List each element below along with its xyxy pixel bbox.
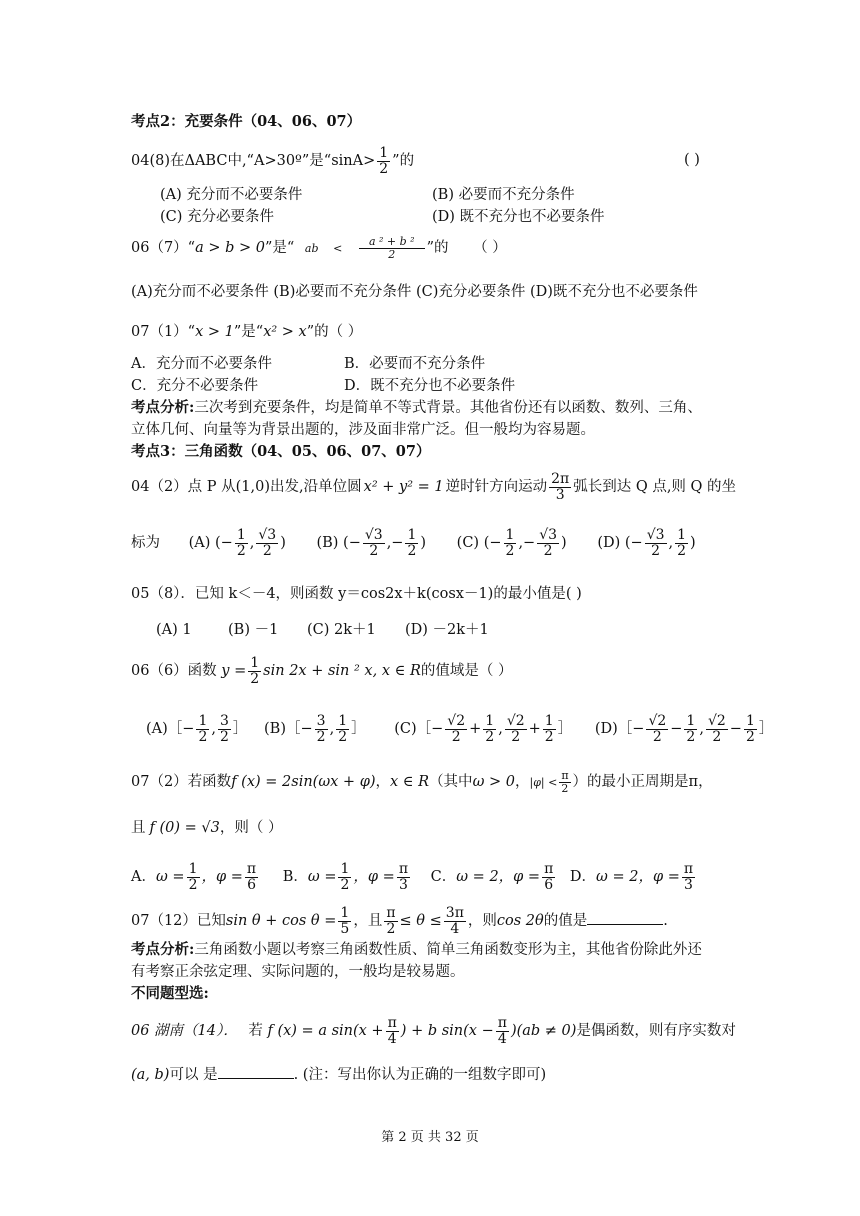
frac-den: 2 [543,542,553,559]
frac-den: 2 [505,542,515,559]
frac-num: π [561,769,569,782]
frac-den: 2 [651,542,661,559]
frac-den: 2 [379,160,389,177]
frac [744,714,757,744]
frac [338,862,351,892]
s3-q5-stem [131,906,668,936]
frac-num: π [387,1015,397,1031]
s3-q4-stem [131,770,713,794]
s3-q2-option-b: (B) －1 [228,622,279,638]
s3-q2-option-a: (A) 1 [156,622,192,638]
frac-den: 3 [398,876,408,893]
s2-q3-stem-c: ”的（ ） [306,324,363,340]
frac [496,1016,509,1046]
frac-den: 4 [387,1030,397,1047]
frac [386,1016,399,1046]
s3-q4-f0: f (0) = √3 [149,820,220,836]
diff-stem-c: 可以 是 [169,1067,218,1083]
section-3-title: 考点3：三角函数（04、05、06、07、07） [131,443,431,460]
frac [445,714,467,744]
s3-q1-a-label: (A) [188,535,211,552]
s3-q4-phi: |φ| < [529,776,558,790]
s3-q1-d-label: (D) [597,535,621,552]
s3-q4-a-p: ，φ = [201,869,243,886]
analysis-text: 三角函数小题以考察三角函数性质、简单三角函数变形为主，其他省份除此外还 [194,942,702,958]
s3-q3-a-label: (A)［ [146,721,183,738]
frac-den: 2 [338,728,348,745]
s3-q4-a-w: ω = [155,869,185,886]
frac [235,528,248,558]
frac-num: 1 [188,861,198,877]
s2-q3-option-c: C．充分不必要条件 [131,378,259,394]
s3-q4-pi: π [688,774,699,791]
frac [675,528,688,558]
frac-num: 1 [340,905,350,921]
s3-q2-stem: 05（8）．已知 k＜－4，则函数 y＝cos2x＋k(cosx－1)的最小值是( ) [131,586,582,602]
s3-q4-b-w: ω = [307,869,337,886]
s2-q2-stem-b: ”是“ [264,240,295,257]
s2-q1-stem-b: ”的 [392,153,415,170]
s2-q3-stem-b: ”是“ [233,324,264,340]
s2-q3-option-d: D．既不充分也不必要条件 [344,378,516,394]
s3-q3-stem-b: 的值域是（ ） [420,663,513,680]
frac [543,714,556,744]
frac [559,770,570,794]
frac-num: 1 [677,527,687,543]
diff-src: 06 湖南（14）． [131,1023,238,1040]
s2-q3-cond2: x² > x [263,324,307,340]
s2-q2-options: (A)充分而不必要条件 (B)必要而不充分条件 (C)充分必要条件 (D)既不充分也不必要条件 [131,284,698,300]
diff-fa: f (x) = a sin(x + [267,1023,384,1040]
frac [542,862,555,892]
frac [218,714,231,744]
diff-stem-a: 若 [248,1023,263,1040]
frac-num: √2 [707,713,726,729]
s3-q4-a-label: A． [131,869,156,886]
frac-den: 2 [198,728,208,745]
frac-num: 1 [379,145,389,161]
frac-num: 1 [198,713,208,729]
frac-den: 6 [544,876,554,893]
s3-q4-fn: f (x) = 2sin(ωx + φ) [231,774,376,791]
frac [187,862,200,892]
s3-q4-stem-a: 07（2）若函数 [131,774,232,791]
frac-den: 5 [340,920,350,937]
frac [483,714,496,744]
frac-num: 3π [445,905,464,921]
s3-q2-option-c: (C) 2k＋1 [307,622,376,638]
s3-q3-b-label: (B)［ [264,721,301,738]
s3-q4-stem-g: 且 [131,820,146,836]
frac-den: 2 [511,728,521,745]
frac [706,714,728,744]
s3-q4-cond: ω > 0 [472,774,515,791]
frac [405,528,418,558]
s3-q1-c-label: (C) [456,535,480,552]
s3-q1-circle: x² + y² = 1 [363,479,444,496]
frac-den: 2 [485,728,495,745]
s3-q5-stem-b: ，且 [353,913,383,930]
frac-den: 3 [555,486,565,503]
frac-den: 2 [677,542,687,559]
s3-q1-stem-b: 逆时针方向运动 [445,479,548,496]
s2-q1-option-c: (C) 充分必要条件 [160,209,275,225]
s3-q4-stem-e: ）的最小正周期是 [572,774,689,791]
s2-q2-frac [359,236,425,260]
diff-stem-d: . (注：写出你认为正确的一组数字即可) [293,1067,547,1083]
s3-q4-c-w: ω = 2，φ = [456,869,541,886]
frac-den: 3 [684,876,693,893]
frac-den: 2 [652,728,662,745]
frac-num: √3 [646,527,665,543]
s2-q3-option-b: B．必要而不充分条件 [344,356,486,372]
s2-analysis-line-2: 立体几何、向量等为背景出题的，涉及面非常广泛。但一般均为容易题。 [131,422,595,438]
s3-q5-end: . [663,913,668,930]
s2-q2-cond: a > b > 0 [195,240,265,257]
frac-num: 1 [236,527,246,543]
frac-den: 2 [250,670,260,687]
s2-q3-stem [131,322,362,342]
frac-num: 1 [407,527,417,543]
frac-den: 2 [219,728,229,745]
frac [682,862,695,892]
frac-den: 2 [407,542,417,559]
s3-q5-stem-c: ，则 [467,913,497,930]
frac-num: √3 [539,527,558,543]
s3-q1-frac [549,472,571,502]
frac-den: 2 [236,542,246,559]
frac-num: π [497,1015,507,1031]
frac [196,714,209,744]
s3-q4-stem-d: ， [514,774,530,791]
s3-q4-options [131,862,697,892]
analysis-text: 三次考到充要条件，均是简单不等式背景。其他省份还有以函数、数列、三角、 [194,400,702,416]
frac-den: 2 [561,781,569,795]
frac-num: 1 [338,713,348,729]
frac-den: 2 [686,728,696,745]
s2-q2-stem-c: ”的 [426,240,449,257]
frac-den: 2 [316,728,326,745]
s3-q5-stem-d: 的值是 [543,913,588,930]
s2-q1-paren: ( ) [684,152,700,168]
s3-q5-rel: ≤ θ ≤ [399,913,442,930]
s3-q4-stem-c: （其中 [429,774,473,791]
frac-num: π [544,861,554,877]
s3-q4-domain: x ∈ R [390,774,430,791]
s3-q1-stem-d: 标为 [131,535,160,552]
s3-q1-stem-a: 04（2）点 P 从(1,0)出发,沿单位圆 [131,479,362,496]
frac [645,528,667,558]
frac-den: 2 [544,728,554,745]
frac [384,906,397,936]
s3-q4-stem-h: ，则（ ） [219,820,283,836]
s3-q3-y: y = [221,663,247,680]
frac-num: 1 [686,713,696,729]
frac-num: √2 [648,713,667,729]
diff-q-stem-2 [131,1064,546,1085]
frac-num: 1 [544,713,554,729]
frac [315,714,328,744]
s3-q3-stem-a: 06（6）函数 [131,663,217,680]
frac [256,528,278,558]
answer-blank [587,910,663,925]
s2-q3-stem-a: 07（1）“ [131,324,196,340]
frac [646,714,668,744]
s2-q1-option-b: (B) 必要而不充分条件 [432,187,575,203]
s3-q1-b-label: (B) [316,535,339,552]
s3-q5-stem-a: 07（12）已知 [131,913,226,930]
frac [684,714,697,744]
frac-num: √2 [506,713,525,729]
frac [505,714,527,744]
s2-q3-option-a: A．充分而不必要条件 [131,356,272,372]
s3-analysis-line-1 [131,940,702,960]
s3-q4-c-label: C． [430,869,457,886]
s3-q5-eq: sin θ + cos θ = [225,913,337,930]
frac-den: 4 [450,920,460,937]
s3-q4-d-label: D． [569,869,597,886]
s2-q1-option-a: (A) 充分而不必要条件 [160,187,303,203]
answer-blank [218,1064,294,1079]
frac-num: √3 [258,527,277,543]
frac-den: 2 [262,542,272,559]
diff-fc: )(ab ≠ 0) [510,1023,577,1040]
frac-den: 2 [712,728,722,745]
frac-num: 1 [250,655,260,671]
frac [444,906,466,936]
s3-analysis-line-2: 有考察正余弦定理、实际问题的，一般均是较易题。 [131,964,465,980]
page-footer: 第 2 页 共 32 页 [381,1130,479,1145]
s2-q2-lt: < [333,242,343,256]
analysis-label: 考点分析: [131,941,195,958]
s2-q1-option-d: (D) 既不充分也不必要条件 [432,209,605,225]
s3-q4-b-p: ，φ = [353,869,395,886]
frac-num: 1 [505,527,515,543]
s2-q3-cond1: x > 1 [195,324,234,340]
frac-num: 1 [485,713,495,729]
frac-den: 4 [497,1030,507,1047]
frac-num: 2π [551,471,570,487]
analysis-label: 考点分析: [131,399,195,416]
s2-analysis-line-1 [131,398,702,418]
s2-q2-paren: （ ） [473,240,507,257]
frac-den: 2 [451,728,461,745]
s3-q1-stem-c: 弧长到达 Q 点,则 Q 的坐 [573,479,737,496]
frac-num: π [386,905,396,921]
s2-q2-stem [131,236,507,260]
frac [245,862,258,892]
frac-den: 2 [188,876,198,893]
frac-num: π [683,861,694,877]
s2-q2-stem-a: 06（7）“ [131,240,196,257]
frac-den: 2 [340,876,350,893]
frac-num: 3 [219,713,229,729]
frac-num: 3 [316,713,326,729]
s3-q5-target: cos 2θ [496,913,544,930]
section-2-title: 考点2：充要条件（04、06、07） [131,113,362,130]
diff-stem-b: 是偶函数，则有序实数对 [576,1023,736,1040]
s3-q3-c-label: (C)［ [394,721,432,738]
s2-q1-stem-a: 04(8)在ΔABC中,“A>30º”是“sinA> [131,153,376,170]
diff-title: 不同题型选: [131,985,209,1002]
s3-q3-fn: sin 2x + sin ² x, x ∈ R [263,663,421,680]
s3-q3-d-label: (D)［ [594,721,633,738]
s3-q1-stem [131,472,736,502]
frac-den: 2 [745,728,755,745]
frac [363,528,385,558]
frac-den: 6 [247,876,256,893]
frac [537,528,559,558]
diff-pair: (a, b) [131,1067,170,1083]
frac-num: √2 [447,713,466,729]
frac [397,862,410,892]
frac-den: 2 [369,542,379,559]
frac [336,714,349,744]
frac-num: a ² + b ² [359,236,425,249]
s3-q4-stem-b: ， [375,774,391,791]
s3-q3-options: (A)［− $\frac{1}{2}$ , $\frac{3}{2}$ ］ (B)［− $\frac{3}{2}$ , $\frac{1}{2}$ ］ (C)［− $\frac{√2}{2}$ + $\frac{1}{2}$ , $\frac{√2}{2}$ + $\frac{1}{2}$ ］ (D)［− $\frac{√2}{2}$ − $\frac{1}{2}$ , $\frac{√2}{2}$ − $\frac{1}{2}$ ］ [146,713,774,745]
frac-num: 1 [745,713,755,729]
s3-q1-options: 标为 (A) (− $\frac{1}{2}$ , $\frac{√3}{2}$ ) (B) (− $\frac{√3}{2}$ ,− $\frac{1}{2}$ ) (C) (− $\frac{1}{2}$ ,− $\frac{√3}{2}$ ) (D) (− $\frac{√3}{2}$ , $\frac{1}{2}$ ) [131,527,696,559]
frac [338,906,351,936]
s3-q3-stem [131,656,512,686]
frac [504,528,517,558]
frac [248,656,261,686]
frac-den: 2 [386,920,396,937]
s3-q4-b-label: B． [282,869,308,886]
frac-den: 2 [388,247,396,261]
s2-q1-stem [131,146,414,176]
s3-q2-option-d: (D) －2k＋1 [405,622,489,638]
frac-num: √3 [364,527,383,543]
diff-fb: ) + b sin(x − [400,1023,494,1040]
frac-num: π [246,861,257,877]
frac-num: π [398,861,409,877]
s3-q4-stem-2 [131,818,282,838]
s3-q4-d-w: ω = 2，φ = [596,869,680,886]
s2-q2-ab: ab [304,242,319,256]
frac-num: 1 [340,861,350,877]
s3-q4-stem-f: ， [698,774,713,791]
s2-q1-frac [377,146,390,176]
diff-q-stem [131,1016,736,1046]
